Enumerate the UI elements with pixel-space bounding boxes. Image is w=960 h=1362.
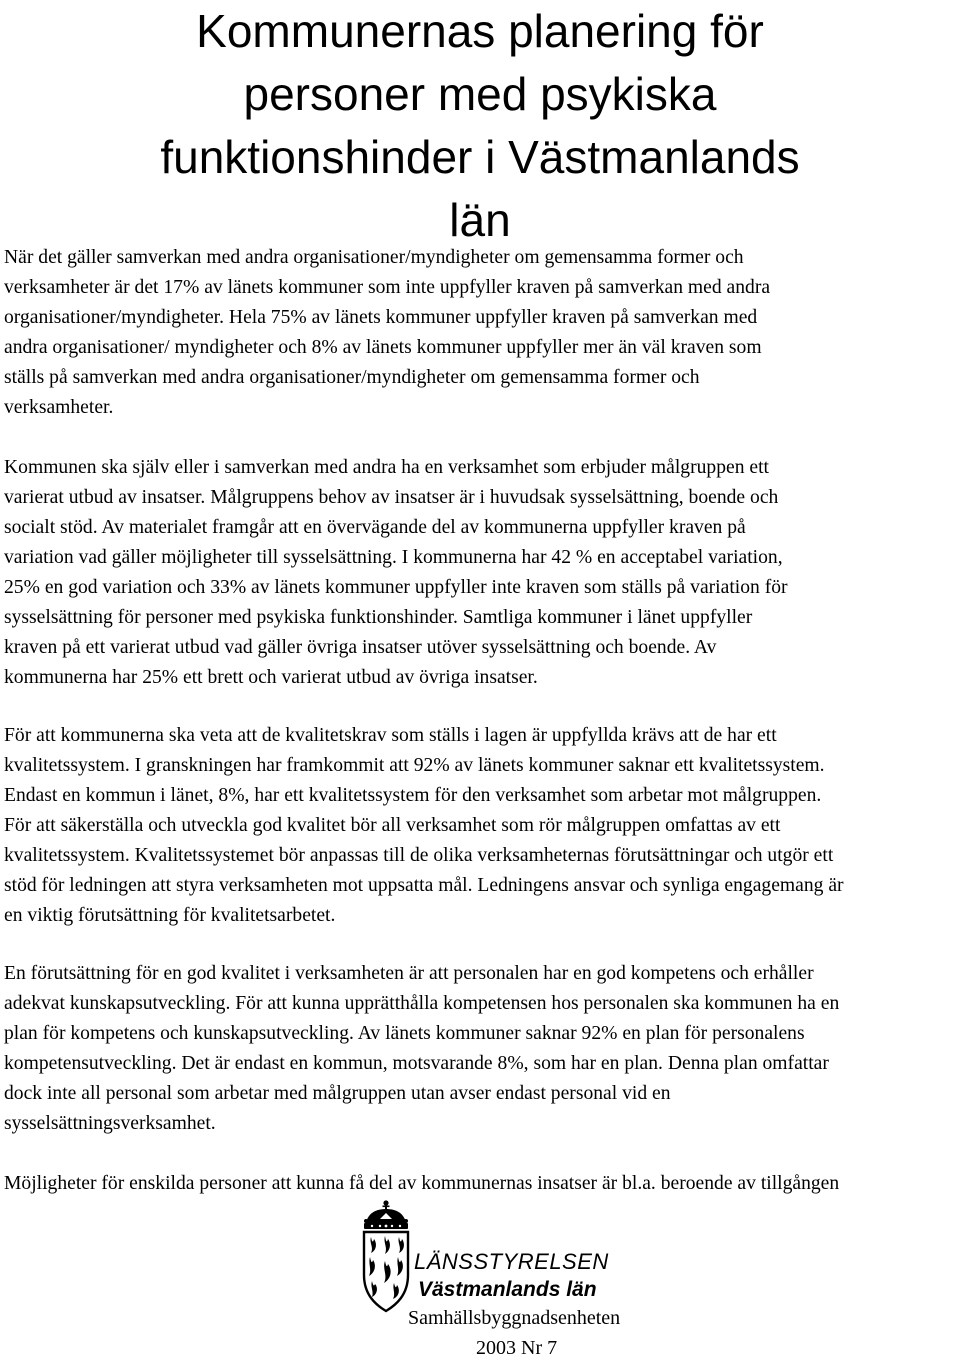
paragraph-quality-system — [4, 721, 960, 931]
unit-name: Samhällsbyggnadsenheten — [408, 1307, 621, 1329]
text-line: Endast en kommun i länet, 8%, har ett kvalitetssystem för den verksamhet som arbetar mot målgruppen. — [4, 785, 822, 806]
organization-name: LÄNSSTYRELSEN — [414, 1249, 609, 1274]
text-line: variation vad gäller möjligheter till sysselsättning. I kommunerna har 42 % en acceptabel variation, — [4, 547, 783, 568]
text-line: plan för kompetens och kunskapsutveckling. Av länets kommuner saknar 92% en plan för personalens — [4, 1023, 805, 1044]
text-line: en viktig förutsättning för kvalitetsarbetet. — [4, 905, 336, 926]
text-line: För att säkerställa och utveckla god kvalitet bör all verksamhet som rör målgruppen omfattas av ett — [4, 815, 781, 836]
title-line: Kommunernas planering för — [196, 5, 764, 57]
text-line: Kommunen ska själv eller i samverkan med andra ha en verksamhet som erbjuder målgruppen ett — [4, 457, 769, 478]
text-line: stöd för ledningen att styra verksamheten mot uppsatta mål. Ledningens ansvar och synliga engagemang är — [4, 875, 844, 896]
text-line: kraven på ett varierat utbud vad gäller övriga insatser utöver sysselsättning och boende. Av — [4, 637, 717, 658]
text-line: dock inte all personal som arbetar med målgruppen utan avser endast personal vid en — [4, 1083, 671, 1104]
paragraph-competence — [4, 959, 960, 1139]
text-line: kommunerna har 25% ett brett och varierat utbud av övriga insatser. — [4, 667, 538, 688]
text-line: adekvat kunskapsutveckling. För att kunna upprätthålla kompetensen hos personalen ska kommunen ha en — [4, 993, 840, 1014]
text-line: verksamheter är det 17% av länets kommuner som inte uppfyller kraven på samverkan med andra — [4, 277, 771, 298]
title-line: län — [449, 194, 511, 246]
text-line: sysselsättning för personer med psykiska funktionshinder. Samtliga kommuner i länet uppfyller — [4, 607, 753, 628]
text-line: kompetensutveckling. Det är endast en kommun, motsvarande 8%, som har en plan. Denna plan omfattar — [4, 1053, 829, 1074]
text-line: kvalitetssystem. Kvalitetssystemet bör anpassas till de olika verksamheternas förutsättningar och utgör ett — [4, 845, 834, 866]
county-name: Västmanlands län — [418, 1278, 597, 1301]
text-line: organisationer/myndigheter. Hela 75% av länets kommuner uppfyller kraven på samverkan med — [4, 307, 758, 328]
text-line: När det gäller samverkan med andra organisationer/myndigheter om gemensamma former och — [4, 247, 744, 268]
text-line: En förutsättning för en god kvalitet i verksamheten är att personalen har en god kompetens och erhåller — [4, 963, 814, 984]
text-line: varierat utbud av insatser. Målgruppens behov av insatser är i huvudsak sysselsättning, boende och — [4, 487, 779, 508]
text-line: Möjligheter för enskilda personer att kunna få del av kommunernas insatser är bl.a. beroende av tillgången — [4, 1173, 840, 1194]
text-line: För att kommunerna ska veta att de kvalitetskrav som ställs i lagen är uppfyllda krävs att de har ett — [4, 725, 777, 746]
text-line: 25% en god variation och 33% av länets kommuner uppfyller inte kraven som ställs på variation för — [4, 577, 788, 598]
document-title — [0, 0, 960, 252]
text-line: andra organisationer/ myndigheter och 8% av länets kommuner uppfyller mer än väl kraven som — [4, 337, 762, 358]
text-line: kvalitetssystem. I granskningen har framkommit att 92% av länets kommuner saknar ett kvalitetssystem. — [4, 755, 825, 776]
text-line: verksamheter. — [4, 397, 114, 418]
title-line: funktionshinder i Västmanlands — [160, 131, 800, 183]
text-line: socialt stöd. Av materialet framgår att en övervägande del av kommunerna uppfyller kraven på — [4, 517, 746, 538]
text-line: ställs på samverkan med andra organisationer/myndigheter om gemensamma former och — [4, 367, 700, 388]
title-line: personer med psykiska — [243, 68, 717, 120]
paragraph-cooperation — [4, 243, 960, 423]
text-line: sysselsättningsverksamhet. — [4, 1113, 216, 1134]
county-coat-of-arms-icon — [358, 1199, 414, 1315]
issue-number: 2003 Nr 7 — [476, 1337, 558, 1359]
paragraph-services — [4, 453, 960, 693]
page-footer — [0, 1195, 960, 1362]
